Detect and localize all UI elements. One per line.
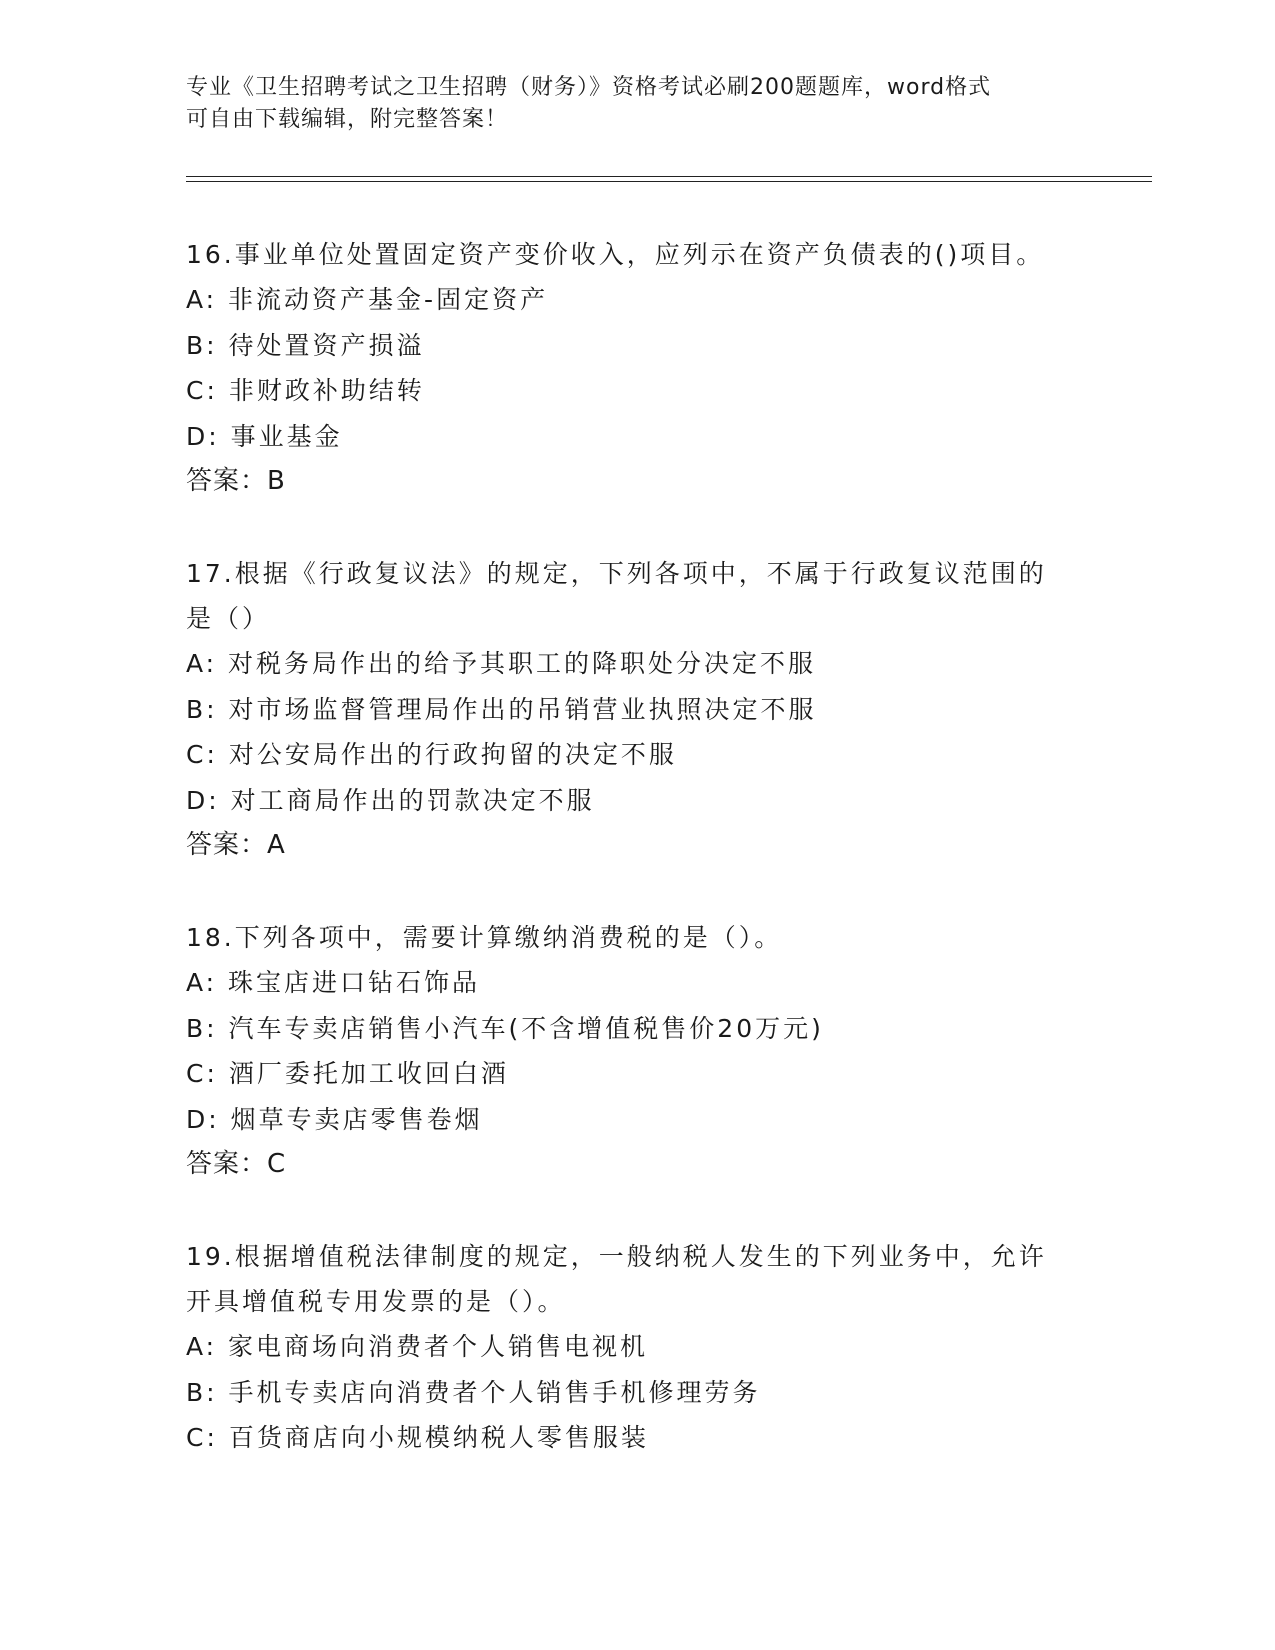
answer-label: 答案： xyxy=(186,830,268,860)
option-key: B: xyxy=(186,1377,218,1407)
option-key: C: xyxy=(186,1423,218,1452)
option-text: 对税务局作出的给予其职工的降职处分决定不服 xyxy=(228,649,817,678)
answer-label: 答案： xyxy=(186,466,268,496)
option-key: A: xyxy=(186,968,218,997)
question-option xyxy=(186,960,1086,1006)
question-list xyxy=(186,232,1086,1509)
question-block xyxy=(186,915,1086,1186)
option-text: 对公安局作出的行政拘留的决定不服 xyxy=(228,740,677,769)
question-option xyxy=(186,1370,1086,1416)
option-text: 事业基金 xyxy=(230,421,343,451)
question-block xyxy=(186,232,1086,503)
question-option xyxy=(186,778,1086,824)
question-option xyxy=(186,1415,1086,1461)
answer-value: C xyxy=(267,1149,286,1179)
question-stem-line: 17.根据《行政复议法》的规定，下列各项中，不属于行政复议范围的 xyxy=(186,559,1047,588)
option-key: C: xyxy=(186,740,218,769)
option-key: D: xyxy=(186,785,220,815)
question-option xyxy=(186,732,1086,778)
question-block xyxy=(186,1234,1086,1461)
option-text: 家电商场向消费者个人销售电视机 xyxy=(228,1332,649,1361)
option-text: 烟草专卖店零售卷烟 xyxy=(230,1104,483,1134)
option-text: 非流动资产基金-固定资产 xyxy=(228,285,549,314)
option-key: C: xyxy=(186,376,218,405)
option-key: D: xyxy=(186,421,220,451)
question-stem-line: 18.下列各项中，需要计算缴纳消费税的是（）。 xyxy=(186,923,783,952)
question-option xyxy=(186,641,1086,687)
option-key: D: xyxy=(186,1104,220,1134)
answer-label: 答案： xyxy=(186,1149,268,1179)
option-key: B: xyxy=(186,1013,218,1043)
option-text: 对市场监督管理局作出的吊销营业执照决定不服 xyxy=(228,694,817,724)
question-stem-line: 16.事业单位处置固定资产变价收入，应列示在资产负债表的()项目。 xyxy=(186,240,1045,269)
option-key: A: xyxy=(186,285,218,314)
option-text: 酒厂委托加工收回白酒 xyxy=(228,1059,509,1088)
answer-line xyxy=(186,1142,1086,1186)
question-stem-line: 19.根据增值税法律制度的规定，一般纳税人发生的下列业务中，允许 xyxy=(186,1242,1047,1271)
option-key: B: xyxy=(186,694,218,724)
answer-value: A xyxy=(267,830,285,860)
question-option xyxy=(186,368,1086,414)
document-header xyxy=(186,72,1066,136)
question-option xyxy=(186,1324,1086,1370)
header-double-rule xyxy=(186,176,1152,182)
option-text: 非财政补助结转 xyxy=(228,376,425,405)
question-option xyxy=(186,414,1086,460)
answer-value: B xyxy=(267,466,285,496)
header-line-2: 可自由下载编辑，附完整答案！ xyxy=(186,107,509,132)
option-text: 对工商局作出的罚款决定不服 xyxy=(230,785,595,815)
question-option xyxy=(186,1006,1086,1052)
answer-line xyxy=(186,823,1086,867)
option-key: C: xyxy=(186,1059,218,1088)
option-key: A: xyxy=(186,649,218,678)
question-option xyxy=(186,1097,1086,1143)
question-stem-line: 是（） xyxy=(186,604,271,633)
option-text: 汽车专卖店销售小汽车(不含增值税售价20万元) xyxy=(228,1013,824,1043)
option-text: 百货商店向小规模纳税人零售服装 xyxy=(228,1423,649,1452)
question-option xyxy=(186,277,1086,323)
header-line-1: 专业《卫生招聘考试之卫生招聘（财务）》资格考试必刷200题题库，word格式 xyxy=(186,75,992,100)
question-stem-line: 开具增值税专用发票的是（）。 xyxy=(186,1287,566,1316)
question-option xyxy=(186,1051,1086,1097)
option-text: 待处置资产损溢 xyxy=(228,330,425,360)
option-key: A: xyxy=(186,1332,218,1361)
option-text: 手机专卖店向消费者个人销售手机修理劳务 xyxy=(228,1377,761,1407)
question-option xyxy=(186,687,1086,733)
answer-line xyxy=(186,459,1086,503)
question-block xyxy=(186,551,1086,867)
option-text: 珠宝店进口钻石饰品 xyxy=(228,968,481,997)
option-key: B: xyxy=(186,330,218,360)
question-option xyxy=(186,323,1086,369)
